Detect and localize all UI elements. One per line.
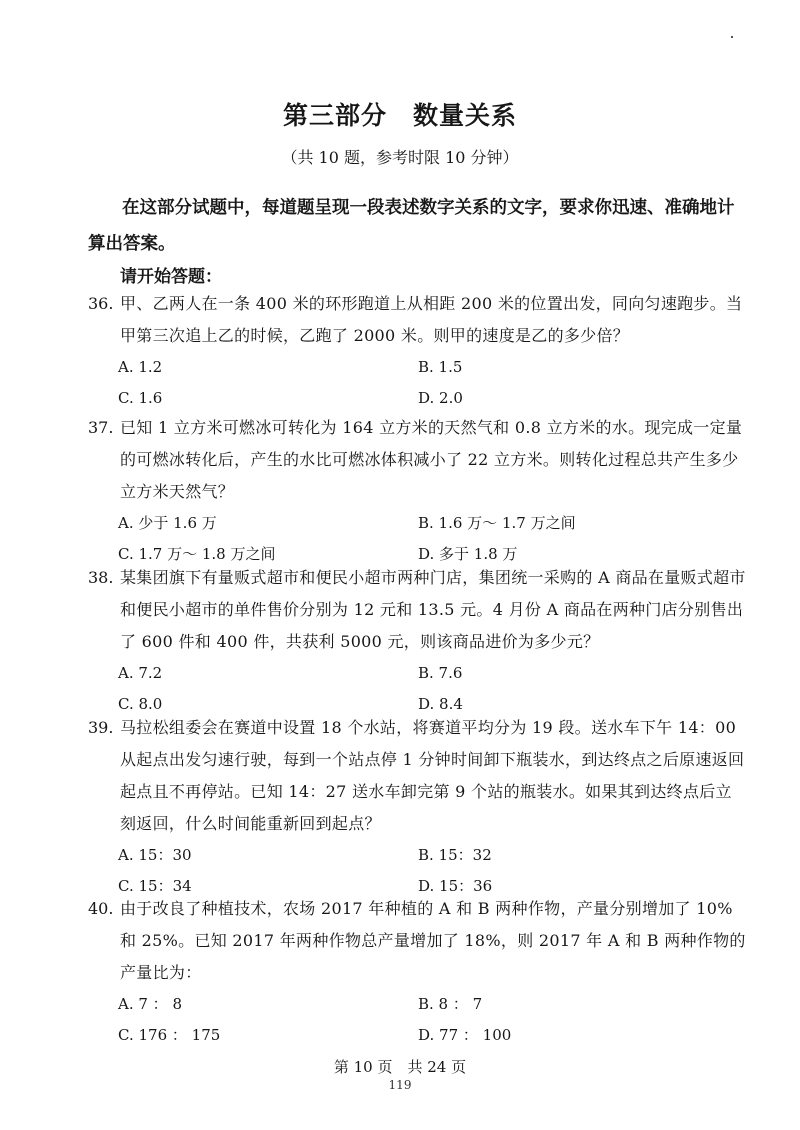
option-b: B. 7.6 xyxy=(418,664,463,682)
option-d: D. 2.0 xyxy=(418,389,463,407)
option-b: B. 1.5 xyxy=(418,358,463,376)
option-d: D. 77 ： 100 xyxy=(418,1026,512,1044)
question-stem: 甲、乙两人在一条 400 米的环形跑道上从相距 200 米的位置出发，同向匀速跑步。当甲第三次追上乙的时候，乙跑了 2000 米。则甲的速度是乙的多少倍？ xyxy=(120,294,743,345)
section-subtitle: （共 10 题，参考时限 10 分钟） xyxy=(281,148,519,167)
question-stem: 由于改良了种植技术，农场 2017 年种植的 A 和 B 两种作物，产量分别增加了 10% 和 25%。已知 2017 年两种作物总产量增加了 18%，则 2017 年 A 和 B 两种作物的产量比为： xyxy=(120,899,746,982)
question-40 xyxy=(88,893,746,1051)
options-list xyxy=(118,989,746,1051)
question-number: 40. xyxy=(88,899,114,918)
option-a: A. 1.2 xyxy=(118,358,163,376)
options-list xyxy=(118,658,746,720)
option-c: C. 1.6 xyxy=(118,389,163,407)
option-c: C. 176 ： 175 xyxy=(118,1026,221,1044)
option-b: B. 1.6 万～ 1.7 万之间 xyxy=(418,514,576,532)
scan-speck xyxy=(731,36,733,38)
question-39 xyxy=(88,712,746,902)
question-stem: 已知 1 立方米可燃冰可转化为 164 立方米的天然气和 0.8 立方米的水。现完成一定量的可燃冰转化后，产生的水比可燃冰体积减小了 22 立方米。则转化过程总共产生多少立方米天然气？ xyxy=(120,418,743,501)
option-a: A. 15：30 xyxy=(118,846,192,864)
option-b: B. 8 ： 7 xyxy=(418,995,483,1013)
option-d: D. 多于 1.8 万 xyxy=(418,545,518,563)
option-a: A. 7.2 xyxy=(118,664,163,682)
question-stem: 马拉松组委会在赛道中设置 18 个水站，将赛道平均分为 19 段。送水车下午 14：00 从起点出发匀速行驶，每到一个站点停 1 分钟时间卸下瓶装水，到达终点之后原速返回起点且不再停站。已知 14：27 送水车卸完第 9 个站的瓶装水。如果其到达终点后立刻返回，什么时间能重新回到起点？ xyxy=(120,718,745,833)
question-37 xyxy=(88,412,746,570)
option-b: B. 15：32 xyxy=(418,846,492,864)
option-a: A. 7 ： 8 xyxy=(118,995,182,1013)
start-prompt: 请开始答题： xyxy=(120,267,222,287)
page-label: 第 10 页 共 24 页 xyxy=(333,1058,467,1076)
option-d: D. 8.4 xyxy=(418,695,463,713)
question-number: 38. xyxy=(88,568,114,587)
question-36 xyxy=(88,288,746,414)
option-d: D. 15：36 xyxy=(418,877,493,895)
option-c: C. 15：34 xyxy=(118,877,192,895)
instructions-text: 在这部分试题中，每道题呈现一段表述数字关系的文字，要求你迅速、准确地计算出答案。 xyxy=(88,198,735,254)
question-number: 36. xyxy=(88,294,114,313)
question-stem: 某集团旗下有量贩式超市和便民小超市两种门店，集团统一采购的 A 商品在量贩式超市和便民小超市的单件售价分别为 12 元和 13.5 元。4 月份 A 商品在两种门店分别售出了 600 件和 400 件，共获利 5000 元，则该商品进价为多少元？ xyxy=(120,568,746,651)
option-a: A. 少于 1.6 万 xyxy=(118,514,217,532)
options-list xyxy=(118,352,746,414)
question-38 xyxy=(88,562,746,720)
page-number: 119 xyxy=(388,1078,412,1092)
question-number: 37. xyxy=(88,418,114,437)
options-list xyxy=(118,508,746,570)
question-number: 39. xyxy=(88,718,114,737)
option-c: C. 1.7 万～ 1.8 万之间 xyxy=(118,545,276,563)
section-title: 第三部分 数量关系 xyxy=(282,101,517,130)
option-c: C. 8.0 xyxy=(118,695,163,713)
